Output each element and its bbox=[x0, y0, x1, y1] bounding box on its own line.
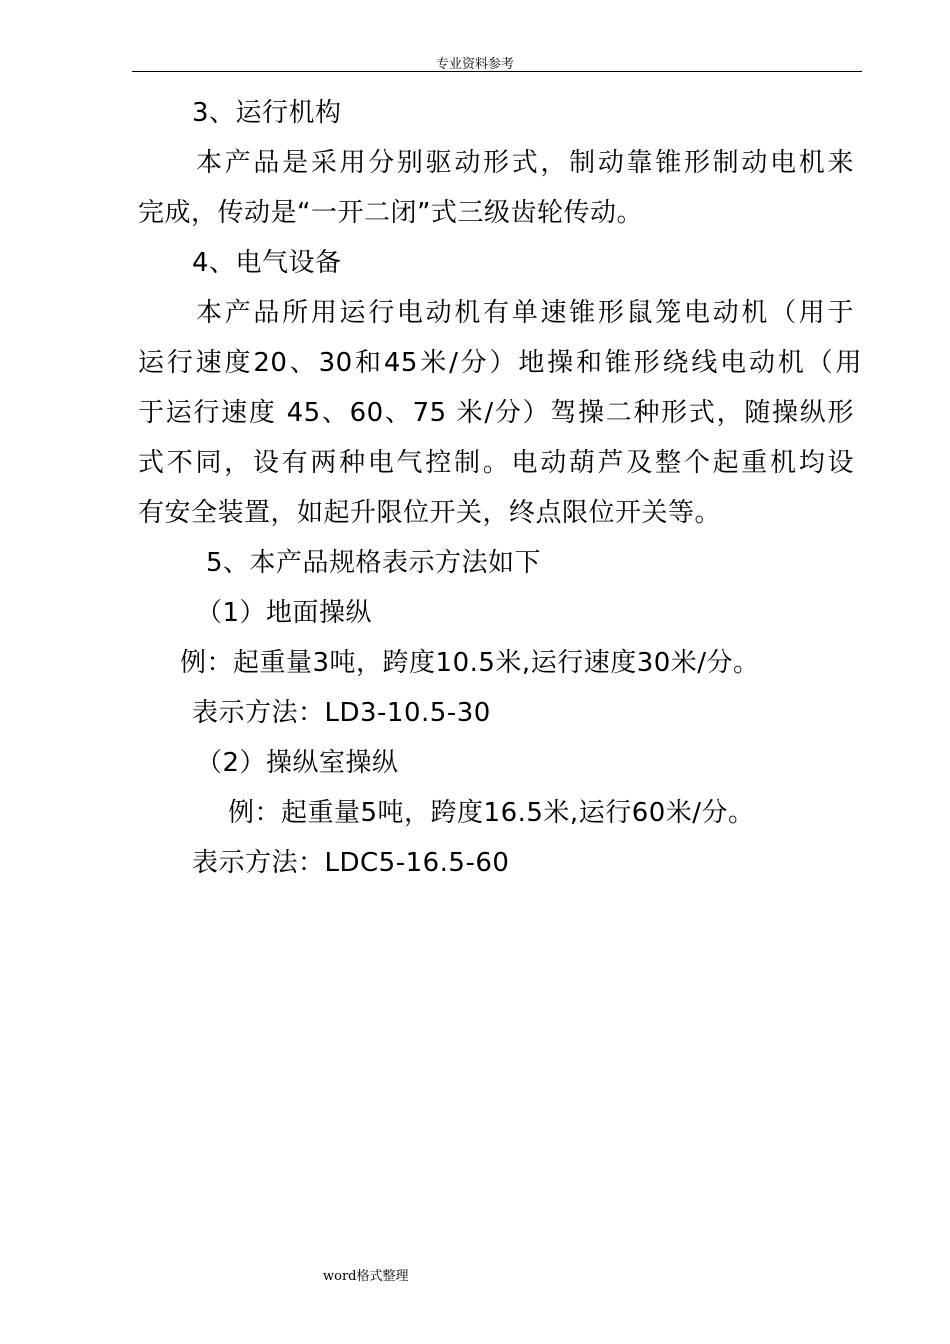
paragraph-line: 运行速度20、30和45米/分）地操和锥形绕线电动机（用 bbox=[138, 348, 862, 378]
subsection-heading-ground-control: （1）地面操纵 bbox=[196, 598, 373, 628]
notation-line: 表示方法：LDC5-16.5-60 bbox=[192, 848, 510, 878]
paragraph-line: 于运行速度 45、60、75 米/分）驾操二种形式，随操纵形 bbox=[138, 398, 854, 428]
paragraph-line: 本产品是采用分别驱动形式，制动靠锥形制动电机来 bbox=[196, 148, 854, 178]
paragraph-line: 式不同，设有两种电气控制。电动葫芦及整个起重机均设 bbox=[138, 448, 854, 478]
page-footer: word格式整理 bbox=[323, 1269, 409, 1284]
paragraph-line: 完成，传动是“一开二闭”式三级齿轮传动。 bbox=[138, 198, 643, 228]
section-heading-4: 4、电气设备 bbox=[192, 248, 342, 278]
subsection-heading-cab-control: （2）操纵室操纵 bbox=[196, 748, 399, 778]
notation-line: 表示方法：LD3-10.5-30 bbox=[192, 698, 491, 728]
paragraph-line: 有安全装置，如起升限位开关，终点限位开关等。 bbox=[138, 498, 722, 528]
section-heading-5: 5、本产品规格表示方法如下 bbox=[206, 548, 542, 578]
example-line: 例：起重量5吨，跨度16.5米,运行60米/分。 bbox=[228, 798, 755, 828]
example-line: 例：起重量3吨，跨度10.5米,运行速度30米/分。 bbox=[180, 648, 760, 678]
page-header: 专业资料参考 bbox=[435, 57, 514, 72]
paragraph-line: 本产品所用运行电动机有单速锥形鼠笼电动机（用于 bbox=[196, 298, 854, 328]
header-divider bbox=[132, 71, 862, 72]
section-heading-3: 3、运行机构 bbox=[192, 98, 342, 128]
